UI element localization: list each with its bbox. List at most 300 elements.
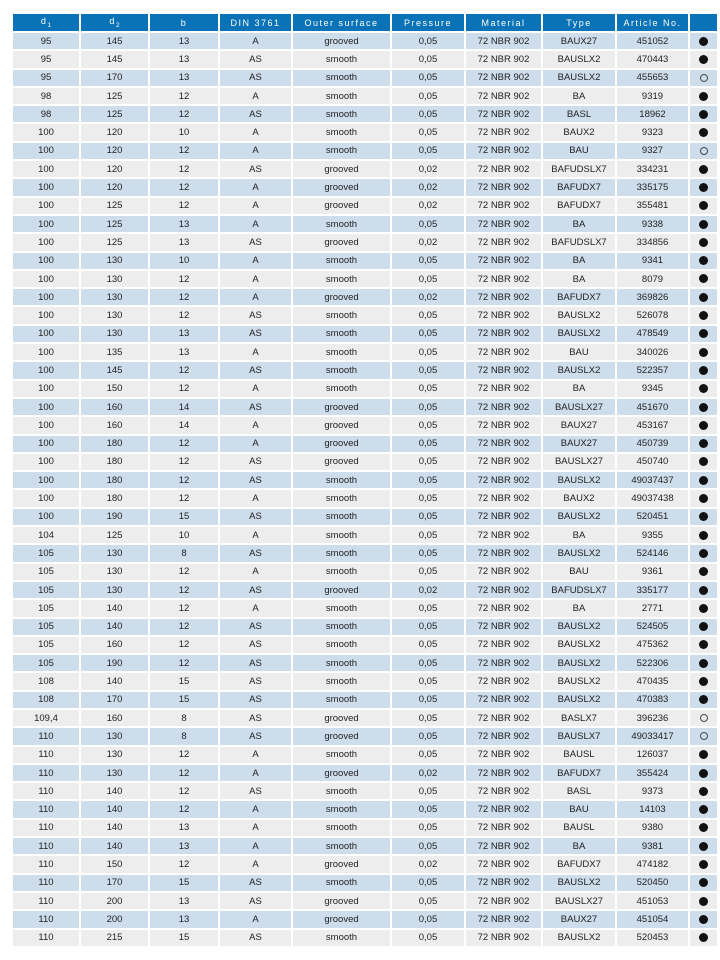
cell-article-no: 9355 bbox=[616, 526, 689, 544]
cell-article-no: 470435 bbox=[616, 672, 689, 690]
cell-availability bbox=[689, 508, 718, 526]
cell-material: 72 NBR 902 bbox=[465, 526, 542, 544]
column-header-pressure: Pressure bbox=[391, 13, 465, 32]
cell-availability bbox=[689, 142, 718, 160]
cell-pressure: 0,02 bbox=[391, 855, 465, 873]
cell-pressure: 0,02 bbox=[391, 197, 465, 215]
cell-outer-surface: smooth bbox=[292, 123, 391, 141]
availability-dot-icon bbox=[699, 787, 708, 796]
cell-b: 12 bbox=[149, 471, 219, 489]
cell-pressure: 0,05 bbox=[391, 489, 465, 507]
cell-material: 72 NBR 902 bbox=[465, 618, 542, 636]
table-row bbox=[12, 489, 718, 507]
column-header-b: b bbox=[149, 13, 219, 32]
cell-d2: 120 bbox=[80, 142, 149, 160]
cell-availability bbox=[689, 343, 718, 361]
cell-d2: 125 bbox=[80, 215, 149, 233]
cell-b: 12 bbox=[149, 800, 219, 818]
cell-availability bbox=[689, 197, 718, 215]
cell-outer-surface: smooth bbox=[292, 618, 391, 636]
availability-dot-icon bbox=[699, 586, 708, 595]
cell-d1: 100 bbox=[12, 435, 80, 453]
availability-dot-icon bbox=[699, 933, 708, 942]
cell-pressure: 0,05 bbox=[391, 453, 465, 471]
cell-material: 72 NBR 902 bbox=[465, 782, 542, 800]
availability-dot-icon bbox=[699, 531, 708, 540]
cell-outer-surface: grooved bbox=[292, 398, 391, 416]
cell-outer-surface: smooth bbox=[292, 599, 391, 617]
cell-d2: 180 bbox=[80, 435, 149, 453]
cell-d2: 130 bbox=[80, 325, 149, 343]
cell-din-3761: AS bbox=[219, 50, 292, 68]
cell-din-3761: A bbox=[219, 252, 292, 270]
cell-d1: 109,4 bbox=[12, 709, 80, 727]
cell-availability bbox=[689, 69, 718, 87]
cell-d1: 100 bbox=[12, 233, 80, 251]
table-row bbox=[12, 929, 718, 947]
cell-d1: 100 bbox=[12, 325, 80, 343]
cell-material: 72 NBR 902 bbox=[465, 306, 542, 324]
cell-d2: 130 bbox=[80, 270, 149, 288]
cell-article-no: 8079 bbox=[616, 270, 689, 288]
cell-outer-surface: smooth bbox=[292, 508, 391, 526]
cell-d1: 100 bbox=[12, 123, 80, 141]
cell-pressure: 0,05 bbox=[391, 819, 465, 837]
cell-d1: 110 bbox=[12, 837, 80, 855]
cell-pressure: 0,05 bbox=[391, 709, 465, 727]
availability-dot-icon bbox=[699, 439, 708, 448]
availability-dot-icon bbox=[700, 147, 708, 155]
cell-b: 10 bbox=[149, 252, 219, 270]
cell-din-3761: AS bbox=[219, 892, 292, 910]
cell-din-3761: AS bbox=[219, 727, 292, 745]
cell-outer-surface: smooth bbox=[292, 526, 391, 544]
cell-d2: 215 bbox=[80, 929, 149, 947]
cell-d1: 100 bbox=[12, 270, 80, 288]
cell-pressure: 0,05 bbox=[391, 380, 465, 398]
availability-dot-icon bbox=[699, 311, 708, 320]
table-row bbox=[12, 160, 718, 178]
cell-material: 72 NBR 902 bbox=[465, 599, 542, 617]
cell-outer-surface: smooth bbox=[292, 142, 391, 160]
availability-dot-icon bbox=[699, 769, 708, 778]
availability-dot-icon bbox=[699, 659, 708, 668]
availability-dot-icon bbox=[699, 604, 708, 613]
cell-material: 72 NBR 902 bbox=[465, 691, 542, 709]
cell-outer-surface: smooth bbox=[292, 380, 391, 398]
availability-dot-icon bbox=[699, 256, 708, 265]
cell-b: 12 bbox=[149, 489, 219, 507]
cell-type: BAFUDSLX7 bbox=[542, 581, 616, 599]
table-row bbox=[12, 727, 718, 745]
cell-availability bbox=[689, 380, 718, 398]
cell-b: 15 bbox=[149, 929, 219, 947]
table-row bbox=[12, 435, 718, 453]
cell-material: 72 NBR 902 bbox=[465, 800, 542, 818]
cell-article-no: 369826 bbox=[616, 288, 689, 306]
cell-d2: 120 bbox=[80, 178, 149, 196]
cell-din-3761: A bbox=[219, 343, 292, 361]
availability-dot-icon bbox=[699, 805, 708, 814]
cell-din-3761: AS bbox=[219, 544, 292, 562]
cell-b: 13 bbox=[149, 325, 219, 343]
cell-d2: 150 bbox=[80, 855, 149, 873]
availability-dot-icon bbox=[699, 329, 708, 338]
cell-material: 72 NBR 902 bbox=[465, 837, 542, 855]
cell-d1: 110 bbox=[12, 782, 80, 800]
availability-dot-icon bbox=[699, 457, 708, 466]
cell-pressure: 0,05 bbox=[391, 892, 465, 910]
cell-b: 12 bbox=[149, 636, 219, 654]
table-row bbox=[12, 380, 718, 398]
cell-d2: 130 bbox=[80, 563, 149, 581]
cell-type: BAUSLX27 bbox=[542, 892, 616, 910]
cell-pressure: 0,05 bbox=[391, 105, 465, 123]
cell-availability bbox=[689, 672, 718, 690]
cell-availability bbox=[689, 599, 718, 617]
cell-article-no: 455653 bbox=[616, 69, 689, 87]
table-row bbox=[12, 819, 718, 837]
cell-type: BAU bbox=[542, 800, 616, 818]
cell-b: 14 bbox=[149, 398, 219, 416]
cell-type: BAUSLX2 bbox=[542, 691, 616, 709]
availability-dot-icon bbox=[699, 238, 708, 247]
cell-b: 12 bbox=[149, 764, 219, 782]
cell-d2: 135 bbox=[80, 343, 149, 361]
cell-pressure: 0,05 bbox=[391, 782, 465, 800]
cell-type: BAUSLX2 bbox=[542, 929, 616, 947]
table-row bbox=[12, 544, 718, 562]
table-row bbox=[12, 800, 718, 818]
availability-dot-icon bbox=[699, 823, 708, 832]
cell-availability bbox=[689, 910, 718, 928]
cell-article-no: 14103 bbox=[616, 800, 689, 818]
cell-type: BA bbox=[542, 215, 616, 233]
table-row bbox=[12, 105, 718, 123]
cell-material: 72 NBR 902 bbox=[465, 563, 542, 581]
table-row bbox=[12, 453, 718, 471]
cell-pressure: 0,05 bbox=[391, 618, 465, 636]
cell-din-3761: AS bbox=[219, 618, 292, 636]
cell-material: 72 NBR 902 bbox=[465, 178, 542, 196]
cell-pressure: 0,05 bbox=[391, 50, 465, 68]
cell-type: BAFUDX7 bbox=[542, 288, 616, 306]
cell-type: BAUSLX2 bbox=[542, 50, 616, 68]
cell-article-no: 49037438 bbox=[616, 489, 689, 507]
cell-article-no: 334856 bbox=[616, 233, 689, 251]
availability-dot-icon bbox=[699, 915, 708, 924]
cell-d2: 145 bbox=[80, 50, 149, 68]
cell-d1: 110 bbox=[12, 910, 80, 928]
cell-article-no: 9380 bbox=[616, 819, 689, 837]
table-row bbox=[12, 270, 718, 288]
cell-type: BAUX2 bbox=[542, 489, 616, 507]
cell-type: BAUSLX2 bbox=[542, 636, 616, 654]
cell-d2: 130 bbox=[80, 544, 149, 562]
cell-type: BAUSLX2 bbox=[542, 874, 616, 892]
cell-b: 12 bbox=[149, 87, 219, 105]
cell-b: 12 bbox=[149, 855, 219, 873]
table-row bbox=[12, 636, 718, 654]
cell-outer-surface: smooth bbox=[292, 69, 391, 87]
cell-d1: 105 bbox=[12, 654, 80, 672]
cell-article-no: 9327 bbox=[616, 142, 689, 160]
cell-din-3761: AS bbox=[219, 654, 292, 672]
cell-outer-surface: smooth bbox=[292, 361, 391, 379]
cell-type: BA bbox=[542, 526, 616, 544]
cell-pressure: 0,02 bbox=[391, 160, 465, 178]
cell-pressure: 0,05 bbox=[391, 69, 465, 87]
cell-d2: 200 bbox=[80, 910, 149, 928]
cell-pressure: 0,05 bbox=[391, 929, 465, 947]
cell-d2: 145 bbox=[80, 361, 149, 379]
table-row bbox=[12, 581, 718, 599]
cell-material: 72 NBR 902 bbox=[465, 160, 542, 178]
cell-d1: 110 bbox=[12, 855, 80, 873]
cell-type: BAUSLX2 bbox=[542, 508, 616, 526]
cell-article-no: 453167 bbox=[616, 416, 689, 434]
cell-pressure: 0,05 bbox=[391, 325, 465, 343]
cell-outer-surface: smooth bbox=[292, 929, 391, 947]
cell-material: 72 NBR 902 bbox=[465, 416, 542, 434]
cell-article-no: 335175 bbox=[616, 178, 689, 196]
column-header-din-3761: DIN 3761 bbox=[219, 13, 292, 32]
availability-dot-icon bbox=[699, 842, 708, 851]
cell-d1: 100 bbox=[12, 142, 80, 160]
cell-pressure: 0,05 bbox=[391, 508, 465, 526]
cell-pressure: 0,05 bbox=[391, 361, 465, 379]
cell-availability bbox=[689, 929, 718, 947]
cell-article-no: 450739 bbox=[616, 435, 689, 453]
table-row bbox=[12, 618, 718, 636]
availability-dot-icon bbox=[699, 293, 708, 302]
cell-outer-surface: smooth bbox=[292, 782, 391, 800]
cell-outer-surface: smooth bbox=[292, 343, 391, 361]
cell-availability bbox=[689, 709, 718, 727]
cell-availability bbox=[689, 782, 718, 800]
cell-din-3761: A bbox=[219, 910, 292, 928]
cell-material: 72 NBR 902 bbox=[465, 874, 542, 892]
cell-d1: 110 bbox=[12, 746, 80, 764]
cell-d1: 100 bbox=[12, 380, 80, 398]
cell-outer-surface: smooth bbox=[292, 800, 391, 818]
cell-type: BAU bbox=[542, 142, 616, 160]
cell-b: 13 bbox=[149, 32, 219, 50]
cell-outer-surface: smooth bbox=[292, 50, 391, 68]
cell-b: 10 bbox=[149, 526, 219, 544]
cell-din-3761: A bbox=[219, 435, 292, 453]
column-header-material: Material bbox=[465, 13, 542, 32]
table-row bbox=[12, 398, 718, 416]
cell-material: 72 NBR 902 bbox=[465, 764, 542, 782]
cell-din-3761: A bbox=[219, 746, 292, 764]
availability-dot-icon bbox=[699, 366, 708, 375]
table-row bbox=[12, 764, 718, 782]
cell-d1: 110 bbox=[12, 929, 80, 947]
cell-article-no: 18962 bbox=[616, 105, 689, 123]
cell-material: 72 NBR 902 bbox=[465, 380, 542, 398]
cell-type: BAUSLX2 bbox=[542, 544, 616, 562]
cell-outer-surface: smooth bbox=[292, 837, 391, 855]
cell-d2: 180 bbox=[80, 489, 149, 507]
cell-d1: 100 bbox=[12, 197, 80, 215]
cell-din-3761: A bbox=[219, 87, 292, 105]
cell-material: 72 NBR 902 bbox=[465, 123, 542, 141]
cell-d1: 110 bbox=[12, 874, 80, 892]
cell-article-no: 478549 bbox=[616, 325, 689, 343]
cell-material: 72 NBR 902 bbox=[465, 215, 542, 233]
cell-b: 12 bbox=[149, 178, 219, 196]
availability-dot-icon bbox=[699, 384, 708, 393]
cell-pressure: 0,05 bbox=[391, 727, 465, 745]
cell-outer-surface: smooth bbox=[292, 746, 391, 764]
cell-pressure: 0,05 bbox=[391, 32, 465, 50]
cell-d2: 190 bbox=[80, 654, 149, 672]
cell-material: 72 NBR 902 bbox=[465, 819, 542, 837]
cell-d2: 120 bbox=[80, 123, 149, 141]
cell-pressure: 0,05 bbox=[391, 215, 465, 233]
cell-availability bbox=[689, 105, 718, 123]
cell-availability bbox=[689, 270, 718, 288]
cell-b: 15 bbox=[149, 691, 219, 709]
cell-availability bbox=[689, 178, 718, 196]
cell-availability bbox=[689, 50, 718, 68]
cell-d2: 150 bbox=[80, 380, 149, 398]
cell-din-3761: A bbox=[219, 416, 292, 434]
table-row bbox=[12, 50, 718, 68]
table-row bbox=[12, 197, 718, 215]
cell-din-3761: A bbox=[219, 270, 292, 288]
cell-article-no: 9373 bbox=[616, 782, 689, 800]
cell-din-3761: AS bbox=[219, 306, 292, 324]
availability-dot-icon bbox=[699, 567, 708, 576]
table-row bbox=[12, 526, 718, 544]
cell-d1: 104 bbox=[12, 526, 80, 544]
cell-material: 72 NBR 902 bbox=[465, 288, 542, 306]
cell-outer-surface: grooved bbox=[292, 160, 391, 178]
cell-article-no: 526078 bbox=[616, 306, 689, 324]
cell-type: BAUSLX27 bbox=[542, 453, 616, 471]
cell-type: BAUSLX2 bbox=[542, 618, 616, 636]
availability-dot-icon bbox=[699, 55, 708, 64]
cell-pressure: 0,05 bbox=[391, 87, 465, 105]
availability-dot-icon bbox=[699, 640, 708, 649]
cell-d2: 160 bbox=[80, 398, 149, 416]
cell-b: 15 bbox=[149, 874, 219, 892]
cell-d2: 200 bbox=[80, 892, 149, 910]
cell-d2: 170 bbox=[80, 69, 149, 87]
cell-outer-surface: smooth bbox=[292, 489, 391, 507]
cell-d1: 105 bbox=[12, 544, 80, 562]
cell-d2: 125 bbox=[80, 233, 149, 251]
cell-d1: 108 bbox=[12, 672, 80, 690]
cell-b: 8 bbox=[149, 727, 219, 745]
cell-material: 72 NBR 902 bbox=[465, 270, 542, 288]
cell-pressure: 0,05 bbox=[391, 526, 465, 544]
cell-d1: 100 bbox=[12, 416, 80, 434]
table-row bbox=[12, 599, 718, 617]
cell-pressure: 0,05 bbox=[391, 270, 465, 288]
table-row bbox=[12, 855, 718, 873]
cell-outer-surface: smooth bbox=[292, 471, 391, 489]
cell-din-3761: A bbox=[219, 380, 292, 398]
cell-d1: 105 bbox=[12, 636, 80, 654]
cell-d1: 100 bbox=[12, 398, 80, 416]
cell-din-3761: A bbox=[219, 178, 292, 196]
table-row bbox=[12, 288, 718, 306]
cell-availability bbox=[689, 837, 718, 855]
cell-article-no: 9338 bbox=[616, 215, 689, 233]
table-row bbox=[12, 691, 718, 709]
cell-d1: 110 bbox=[12, 892, 80, 910]
cell-din-3761: A bbox=[219, 32, 292, 50]
cell-article-no: 451053 bbox=[616, 892, 689, 910]
cell-b: 12 bbox=[149, 361, 219, 379]
cell-b: 12 bbox=[149, 435, 219, 453]
column-header-article-no: Article No. bbox=[616, 13, 689, 32]
cell-article-no: 355481 bbox=[616, 197, 689, 215]
cell-availability bbox=[689, 32, 718, 50]
cell-article-no: 9381 bbox=[616, 837, 689, 855]
cell-din-3761: AS bbox=[219, 782, 292, 800]
cell-pressure: 0,02 bbox=[391, 581, 465, 599]
cell-type: BAUSLX2 bbox=[542, 306, 616, 324]
cell-b: 12 bbox=[149, 197, 219, 215]
availability-dot-icon bbox=[699, 403, 708, 412]
cell-din-3761: AS bbox=[219, 508, 292, 526]
cell-type: BAU bbox=[542, 343, 616, 361]
cell-availability bbox=[689, 636, 718, 654]
cell-outer-surface: grooved bbox=[292, 233, 391, 251]
cell-d2: 160 bbox=[80, 709, 149, 727]
cell-din-3761: A bbox=[219, 855, 292, 873]
cell-outer-surface: grooved bbox=[292, 910, 391, 928]
cell-pressure: 0,05 bbox=[391, 874, 465, 892]
cell-article-no: 9345 bbox=[616, 380, 689, 398]
cell-outer-surface: smooth bbox=[292, 691, 391, 709]
cell-availability bbox=[689, 892, 718, 910]
table-row bbox=[12, 709, 718, 727]
cell-din-3761: A bbox=[219, 123, 292, 141]
table-row bbox=[12, 782, 718, 800]
cell-type: BAFUDX7 bbox=[542, 855, 616, 873]
table-row bbox=[12, 892, 718, 910]
cell-d1: 100 bbox=[12, 361, 80, 379]
cell-d1: 95 bbox=[12, 32, 80, 50]
availability-dot-icon bbox=[699, 878, 708, 887]
cell-article-no: 520451 bbox=[616, 508, 689, 526]
cell-pressure: 0,02 bbox=[391, 764, 465, 782]
cell-pressure: 0,05 bbox=[391, 599, 465, 617]
availability-dot-icon bbox=[699, 750, 708, 759]
cell-pressure: 0,05 bbox=[391, 654, 465, 672]
cell-availability bbox=[689, 398, 718, 416]
cell-article-no: 475362 bbox=[616, 636, 689, 654]
cell-d2: 160 bbox=[80, 636, 149, 654]
cell-b: 12 bbox=[149, 618, 219, 636]
cell-din-3761: AS bbox=[219, 929, 292, 947]
cell-d2: 170 bbox=[80, 874, 149, 892]
cell-material: 72 NBR 902 bbox=[465, 32, 542, 50]
cell-b: 8 bbox=[149, 709, 219, 727]
cell-article-no: 49037437 bbox=[616, 471, 689, 489]
availability-dot-icon bbox=[699, 897, 708, 906]
cell-type: BAFUDX7 bbox=[542, 764, 616, 782]
cell-pressure: 0,05 bbox=[391, 435, 465, 453]
cell-type: BAUSLX2 bbox=[542, 672, 616, 690]
cell-d2: 140 bbox=[80, 819, 149, 837]
cell-material: 72 NBR 902 bbox=[465, 892, 542, 910]
